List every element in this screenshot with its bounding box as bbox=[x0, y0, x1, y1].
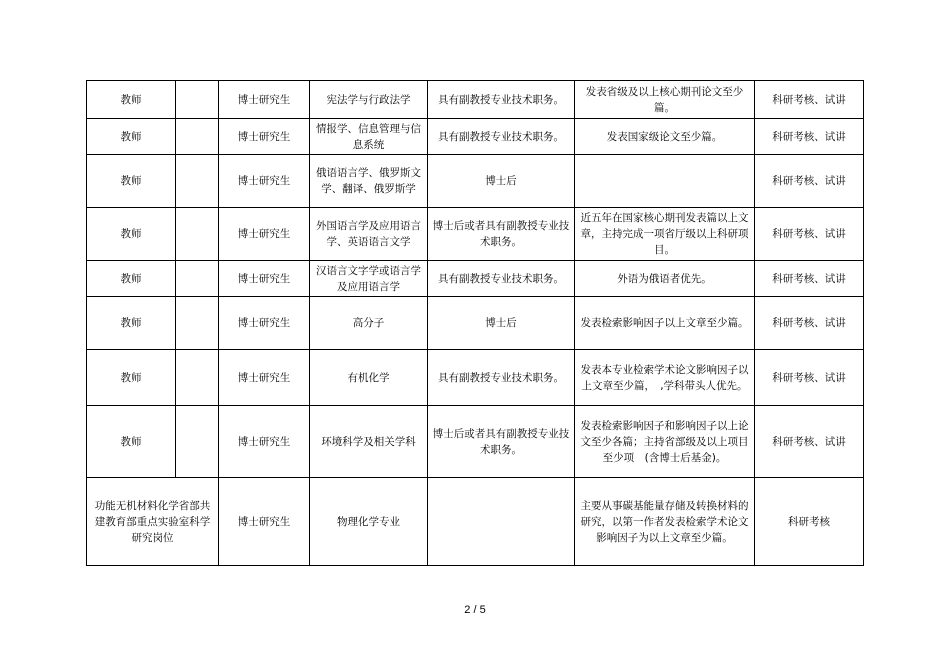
table-row bbox=[87, 155, 864, 208]
education-cell: 博士研究生 bbox=[219, 478, 310, 566]
education-cell: 博士研究生 bbox=[219, 119, 310, 155]
position-cell: 教师 bbox=[87, 81, 176, 119]
other-requirement-cell: 发表国家级论文至少篇。 bbox=[575, 119, 755, 155]
education-cell: 博士研究生 bbox=[219, 155, 310, 208]
other-requirement-cell: 发表省级及以上核心期刊论文至少篇。 bbox=[575, 81, 755, 119]
major-cell: 俄语语言学、俄罗斯文学、翻译、俄罗斯学 bbox=[310, 155, 428, 208]
position-cell: 教师 bbox=[87, 261, 176, 297]
major-cell: 汉语言文字学或语言学及应用语言学 bbox=[310, 261, 428, 297]
count-cell bbox=[176, 119, 219, 155]
table-row bbox=[87, 478, 864, 566]
title-requirement-cell: 博士后或者具有副教授专业技术职务。 bbox=[428, 208, 575, 261]
title-requirement-cell: 具有副教授专业技术职务。 bbox=[428, 119, 575, 155]
position-cell: 教师 bbox=[87, 208, 176, 261]
other-requirement-cell: 发表检索影响因子和影响因子以上论文至少各篇；主持省部级及以上项目至少项 (含博士后基金)。 bbox=[575, 406, 755, 478]
title-requirement-cell: 博士后或者具有副教授专业技术职务。 bbox=[428, 406, 575, 478]
method-cell: 科研考核、试讲 bbox=[755, 81, 864, 119]
table-row bbox=[87, 208, 864, 261]
method-cell: 科研考核、试讲 bbox=[755, 406, 864, 478]
table-row bbox=[87, 297, 864, 350]
position-cell: 教师 bbox=[87, 119, 176, 155]
table-row bbox=[87, 119, 864, 155]
method-cell: 科研考核、试讲 bbox=[755, 261, 864, 297]
method-cell: 科研考核、试讲 bbox=[755, 119, 864, 155]
position-cell: 功能无机材料化学省部共建教育部重点实验室科学研究岗位 bbox=[87, 478, 219, 566]
count-cell bbox=[176, 81, 219, 119]
other-requirement-cell: 近五年在国家核心期刊发表篇以上文章，主持完成一项省厅级以上科研项目。 bbox=[575, 208, 755, 261]
position-cell: 教师 bbox=[87, 297, 176, 350]
method-cell: 科研考核、试讲 bbox=[755, 350, 864, 406]
method-cell: 科研考核、试讲 bbox=[755, 297, 864, 350]
position-cell: 教师 bbox=[87, 406, 176, 478]
count-cell bbox=[176, 208, 219, 261]
position-cell: 教师 bbox=[87, 155, 176, 208]
other-requirement-cell: 主要从事碳基能量存储及转换材料的研究，以第一作者发表检索学术论文影响因子为以上文章至少篇。 bbox=[575, 478, 755, 566]
education-cell: 博士研究生 bbox=[219, 81, 310, 119]
table-row bbox=[87, 261, 864, 297]
major-cell: 外国语言学及应用语言学、英语语言文学 bbox=[310, 208, 428, 261]
table-row bbox=[87, 81, 864, 119]
count-cell bbox=[176, 297, 219, 350]
table-row bbox=[87, 406, 864, 478]
major-cell: 物理化学专业 bbox=[310, 478, 428, 566]
major-cell: 情报学、信息管理与信息系统 bbox=[310, 119, 428, 155]
count-cell bbox=[176, 406, 219, 478]
major-cell: 有机化学 bbox=[310, 350, 428, 406]
other-requirement-cell bbox=[575, 155, 755, 208]
title-requirement-cell: 博士后 bbox=[428, 155, 575, 208]
method-cell: 科研考核、试讲 bbox=[755, 208, 864, 261]
education-cell: 博士研究生 bbox=[219, 406, 310, 478]
count-cell bbox=[176, 350, 219, 406]
method-cell: 科研考核、试讲 bbox=[755, 155, 864, 208]
education-cell: 博士研究生 bbox=[219, 297, 310, 350]
table-row bbox=[87, 350, 864, 406]
recruitment-table bbox=[86, 80, 864, 566]
major-cell: 宪法学与行政法学 bbox=[310, 81, 428, 119]
other-requirement-cell: 发表检索影响因子以上文章至少篇。 bbox=[575, 297, 755, 350]
page-number: 2 / 5 bbox=[464, 604, 486, 616]
title-requirement-cell: 具有副教授专业技术职务。 bbox=[428, 350, 575, 406]
major-cell: 高分子 bbox=[310, 297, 428, 350]
title-requirement-cell bbox=[428, 478, 575, 566]
count-cell bbox=[176, 155, 219, 208]
education-cell: 博士研究生 bbox=[219, 261, 310, 297]
count-cell bbox=[176, 261, 219, 297]
major-cell: 环境科学及相关学科 bbox=[310, 406, 428, 478]
education-cell: 博士研究生 bbox=[219, 350, 310, 406]
other-requirement-cell: 发表本专业检索学术论文影响因子以上文章至少篇， ,学科带头人优先。 bbox=[575, 350, 755, 406]
education-cell: 博士研究生 bbox=[219, 208, 310, 261]
title-requirement-cell: 博士后 bbox=[428, 297, 575, 350]
other-requirement-cell: 外语为俄语者优先。 bbox=[575, 261, 755, 297]
title-requirement-cell: 具有副教授专业技术职务。 bbox=[428, 81, 575, 119]
title-requirement-cell: 具有副教授专业技术职务。 bbox=[428, 261, 575, 297]
method-cell: 科研考核 bbox=[755, 478, 864, 566]
position-cell: 教师 bbox=[87, 350, 176, 406]
